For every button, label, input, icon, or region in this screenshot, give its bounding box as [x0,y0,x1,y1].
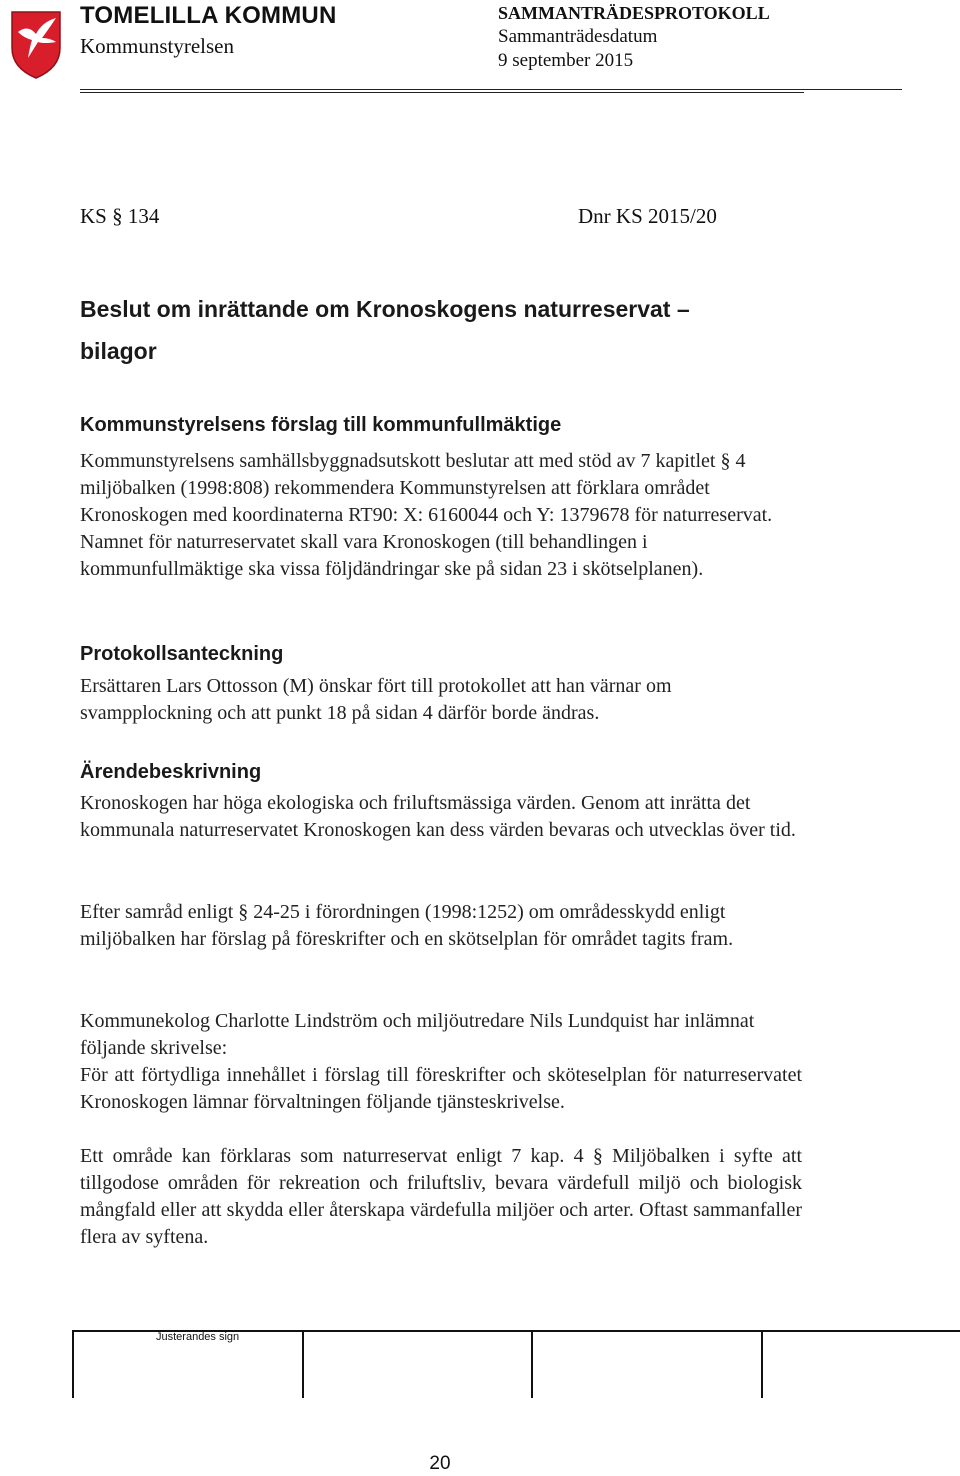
proposal-text: Kommunstyrelsens samhällsbyggnadsutskott beslutar att med stöd av 7 kapitlet § 4 miljöbalken (1998:808) rekommendera Kommunstyrelsen att förklara området Kronoskogen med koordinaterna RT90: X: 6160044 och Y: 1379678 för naturreservat. Namnet för naturreservatet skall vara Kronoskogen (till behandlingen i kommunfullmäktige ska vissa följdändringar ske på sidan 23 i skötselplanen). [80,450,773,580]
description-paragraph: För att förtydliga innehållet i förslag till föreskrifter och sköteselplan för naturreservatet Kronoskogen lämnar förvaltningen följande tjänsteskrivelse. [80,1064,802,1113]
header-divider [80,89,902,90]
signature-label: Justerandes sign [156,1331,240,1343]
note-text: Ersättaren Lars Ottosson (M) önskar fört till protokollet att han värnar om svampplockning och att punkt 18 på sidan 4 därför borde ändras. [80,675,672,724]
signature-cell [531,1332,533,1398]
document-title [80,288,820,372]
shield-bird-icon [6,8,66,80]
description-paragraph: Kommunekolog Charlotte Lindström och miljöutredare Nils Lundquist har inlämnat följande skrivelse: [80,1010,755,1059]
signature-cell [761,1332,763,1398]
description-paragraph: Efter samråd enligt § 24-25 i förordningen (1998:1252) om områdesskydd enligt miljöbalken har förslag på föreskrifter och en skötselplan för området tagits fram. [80,901,734,950]
signature-cell [72,1332,74,1398]
description-paragraph: Kronoskogen har höga ekologiska och friluftsmässiga värden. Genom att inrätta det kommunala naturreservatet Kronoskogen kan dess värden bevaras och utvecklas över tid. [80,792,796,841]
description-heading: Ärendebeskrivning [80,761,262,783]
document-title-line: bilagor [80,338,157,364]
header-divider-inner [80,92,804,93]
diary-number: Dnr KS 2015/20 [578,204,717,228]
description-paragraph: Ett område kan förklaras som naturreservat enligt 7 kap. 4 § Miljöbalken i syfte att tillgodose områden för rekreation och friluftsliv, bevara värdefull miljö och biologisk mångfald eller att skydda eller återskapa värdefulla miljöer och arter. Oftast sammanfaller flera av syftena. [80,1145,802,1248]
note-heading: Protokollsanteckning [80,643,284,665]
case-number: KS § 134 [80,204,160,228]
document-title-line: Beslut om inrättande om Kronoskogens naturreservat – [80,296,690,322]
org-name: TOMELILLA KOMMUN [80,2,337,29]
municipality-logo [6,8,66,80]
proposal-heading: Kommunstyrelsens förslag till kommunfullmäktige [80,414,562,436]
protocol-title: SAMMANTRÄDESPROTOKOLL [498,3,770,23]
board-name: Kommunstyrelsen [80,34,234,58]
page-number: 20 [429,1453,451,1474]
date-label: Sammanträdesdatum [498,26,658,47]
meeting-date: 9 september 2015 [498,50,634,71]
signature-cell [302,1332,304,1398]
